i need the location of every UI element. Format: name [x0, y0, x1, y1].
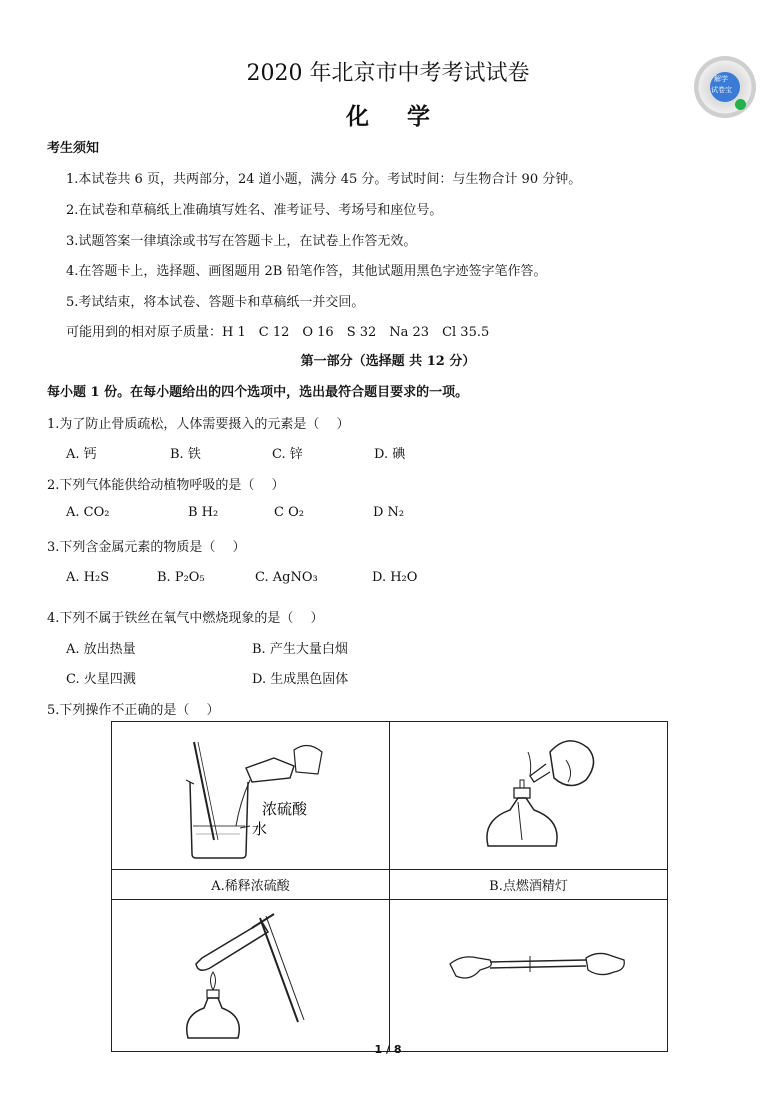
- logo-text-top: 解学: [714, 75, 728, 83]
- figure-d-cell: [390, 900, 668, 1052]
- question-stem: 1.为了防止骨质疏松，人体需要摄入的元素是（ ）: [47, 417, 350, 432]
- question-stem: 2.下列气体能供给动植物呼吸的是（ ）: [47, 478, 285, 493]
- option-c: C O₂: [274, 505, 304, 520]
- subject-title: 化学: [346, 103, 468, 130]
- page-number: 1 / 8: [374, 1043, 402, 1056]
- option-d: D. 碘: [374, 447, 406, 462]
- figure-table: [111, 721, 668, 1052]
- option-c: C. 火星四溅: [66, 672, 136, 687]
- option-d: D. H₂O: [372, 570, 418, 585]
- option-a: A. CO₂: [66, 505, 110, 520]
- notice-item: 3.试题答案一律填涂或书写在答题卡上，在试卷上作答无效。: [66, 234, 417, 249]
- notice-item: 2.在试卷和草稿纸上准确填写姓名、准考证号、考场号和座位号。: [66, 203, 443, 218]
- dilute-acid-figure: [112, 722, 390, 865]
- option-d: D N₂: [373, 505, 405, 520]
- notice-heading: 考生须知: [47, 141, 100, 156]
- atomic-masses: 可能用到的相对原子质量：H 1 C 12 O 16 S 32 Na 23 Cl 35.5: [66, 325, 490, 340]
- notice-item: 1.本试卷共 6 页，共两部分，24 道小题，满分 45 分。考试时间：与生物合计 90 分钟。: [66, 172, 582, 187]
- option-a: A. 放出热量: [66, 642, 136, 657]
- page-title: 2020 年北京市中考考试试卷: [246, 61, 530, 86]
- heating-tube-figure: [112, 900, 390, 1047]
- figure-a-cell: [112, 722, 390, 870]
- option-b: B. 产生大量白烟: [252, 642, 348, 657]
- question-stem: 4.下列不属于铁丝在氧气中燃烧现象的是（ ）: [47, 611, 324, 626]
- option-c: C. 锌: [272, 447, 303, 462]
- figure-c-cell: [112, 900, 390, 1052]
- logo-text-bottom: 试卷宝: [711, 86, 732, 94]
- option-b: B H₂: [188, 505, 219, 520]
- question-stem: 3.下列含金属元素的物质是（ ）: [47, 540, 246, 555]
- wechat-icon: [735, 99, 746, 110]
- option-b: B. P₂O₅: [157, 570, 205, 585]
- water-label: 水: [252, 820, 268, 838]
- option-a: A. 钙: [66, 447, 97, 462]
- figure-b-cell: [390, 722, 668, 870]
- figure-b-label: B.点燃酒精灯: [390, 870, 668, 900]
- option-b: B. 铁: [170, 447, 201, 462]
- connecting-tube-figure: [390, 900, 668, 1047]
- question-stem: 5.下列操作不正确的是（ ）: [47, 703, 220, 718]
- notice-item: 4.在答题卡上，选择题、画图题用 2B 铅笔作答，其他试题用黑色字迹签字笔作答。: [66, 264, 547, 279]
- option-a: A. H₂S: [66, 570, 110, 585]
- acid-label: 浓硫酸: [262, 800, 308, 818]
- alcohol-lamp-figure: [390, 722, 668, 865]
- option-c: C. AgNO₃: [255, 570, 318, 585]
- section-title: 第一部分（选择题 共 12 分）: [300, 354, 476, 369]
- figure-a-label: A.稀释浓硫酸: [112, 870, 390, 900]
- logo-badge: [694, 56, 756, 118]
- notice-item: 5.考试结束，将本试卷、答题卡和草稿纸一并交回。: [66, 295, 365, 310]
- option-d: D. 生成黑色固体: [252, 672, 349, 687]
- section-instruction: 每小题 1 份。在每小题给出的四个选项中，选出最符合题目要求的一项。: [47, 385, 469, 400]
